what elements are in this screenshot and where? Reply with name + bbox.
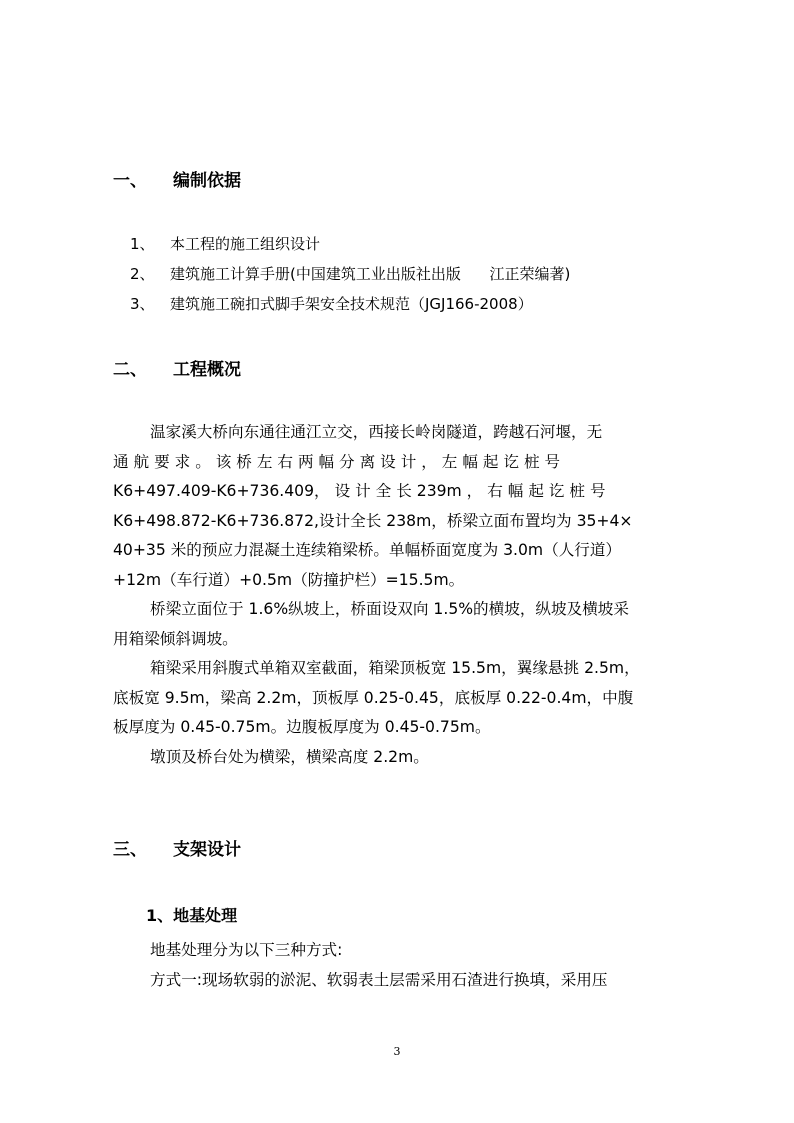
paragraph-line: 底板宽 9.5m，梁高 2.2m，顶板厚 0.25-0.45，底板厚 0.22-0.4m，中腹 xyxy=(113,688,634,707)
paragraph-line: 地基处理分为以下三种方式: xyxy=(150,941,343,959)
page-number: 3 xyxy=(393,1045,401,1058)
paragraph-line: 方式一:现场软弱的淤泥、软弱表土层需采用石渣进行换填，采用压 xyxy=(150,970,608,989)
item-text: 本工程的施工组织设计 xyxy=(170,235,321,253)
item-text: 建筑施工碗扣式脚手架安全技术规范（JGJ166-2008） xyxy=(170,295,533,313)
section-title: 支架设计 xyxy=(173,840,241,860)
section-title: 工程概况 xyxy=(173,360,241,380)
section-number: 二、 xyxy=(113,360,147,380)
overview-text xyxy=(113,418,685,772)
item-text: 建筑施工计算手册(中国建筑工业出版社出版 江正荣编著) xyxy=(170,265,571,283)
item-number: 2、 xyxy=(130,265,155,283)
paragraph-line: 墩顶及桥台处为横梁，横梁高度 2.2m。 xyxy=(150,747,429,766)
paragraph-line: 温家溪大桥向东通往通江立交，西接长岭岗隧道，跨越石河堰，无 xyxy=(150,423,603,441)
paragraph-line: +12m（车行道）+0.5m（防撞护栏）=15.5m。 xyxy=(113,570,465,589)
section-heading-2 xyxy=(113,355,241,380)
section-heading-3 xyxy=(113,835,241,860)
paragraph-line: 桥梁立面位于 1.6%纵坡上，桥面设双向 1.5%的横坡，纵坡及横坡采 xyxy=(150,600,629,618)
paragraph-line: 40+35 米的预应力混凝土连续箱梁桥。单幅桥面宽度为 3.0m（人行道） xyxy=(113,541,622,559)
support-text xyxy=(113,936,685,995)
item-number: 3、 xyxy=(130,295,155,313)
basis-item-2 xyxy=(130,263,570,284)
section-number: 一、 xyxy=(113,171,147,191)
section-heading-1 xyxy=(113,166,241,191)
basis-item-1 xyxy=(130,233,320,254)
paragraph-line: 板厚度为 0.45-0.75m。边腹板厚度为 0.45-0.75m。 xyxy=(113,718,491,736)
paragraph-line: 箱梁采用斜腹式单箱双室截面，箱梁顶板宽 15.5m，翼缘悬挑 2.5m， xyxy=(150,659,640,677)
section-number: 三、 xyxy=(113,840,147,860)
basis-item-3 xyxy=(130,293,533,314)
paragraph-line: 用箱梁倾斜调坡。 xyxy=(113,629,238,648)
section-title: 编制依据 xyxy=(173,171,241,191)
paragraph-line: 通 航 要 求 。 该 桥 左 右 两 幅 分 离 设 计 ， 左 幅 起 讫 桩 号 xyxy=(113,452,561,471)
subsection-heading: 1、地基处理 xyxy=(146,906,238,925)
paragraph-line: K6+497.409-K6+736.409， 设 计 全 长 239m ， 右 幅 起 讫 桩 号 xyxy=(113,482,606,500)
item-number: 1、 xyxy=(130,235,155,253)
paragraph-line: K6+498.872-K6+736.872,设计全长 238m，桥梁立面布置均为 35+4× xyxy=(113,511,633,530)
